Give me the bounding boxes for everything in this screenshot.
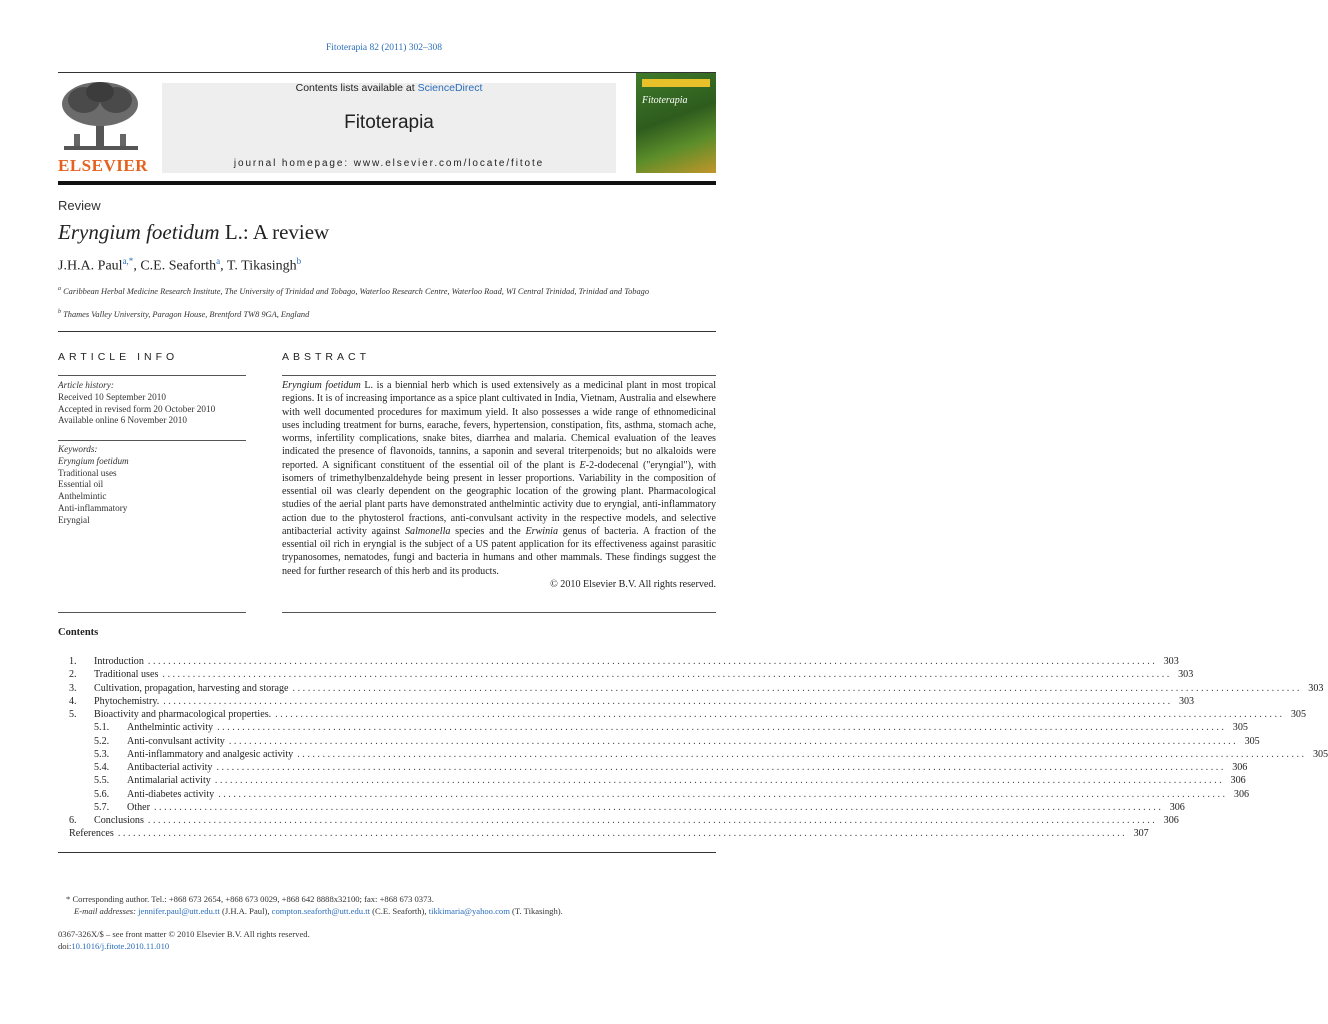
toc-page-number: 305 [1244,735,1260,747]
toc-label[interactable]: Other [127,801,150,813]
toc-row[interactable] [94,788,1250,801]
article-info-heading: ARTICLE INFO [58,351,179,363]
keyword: Eryngial [58,514,90,525]
toc-page-number: 306 [1232,762,1248,773]
toc-page-number: 306 [1163,815,1179,826]
affiliation-mark: b [58,309,61,315]
author-affiliation-mark[interactable]: b [296,256,302,266]
cover-title: Fitoterapia [642,95,688,106]
abstract-text-2: -2-dodecenal ("eryngial"), with isomers of trimethylbenzaldehyde being present in lesser proportions. Variability in the composition of essential oil was clearly dependent on the geographic location of the growing plant. Pharmacological studies of the aerial plant parts have demonstrated anthelmintic activity due to eryngial, anti-inflammatory action due to the phytosterol fractions, anti-convulsant activity in the respective models, and selective antibacterial activity against [282,459,716,537]
toc-number: 4. [69,695,77,707]
toc-label[interactable]: Traditional uses [94,669,159,681]
toc-row[interactable] [69,668,1194,681]
article-title [58,220,329,245]
abstract-species: Eryngium foetidum [282,380,361,391]
abstract-paragraph [282,379,716,578]
accepted-date: Accepted in revised form 20 October 2010 [58,403,216,414]
toc-label[interactable]: Bioactivity and pharmacological properties. [94,709,272,720]
toc-leader-dots: . . . . . . . . . . . . . . . . . . . . . . . . . . . . . . . . . . . . . . . . . . . . . . . . . . . . . . . . . . . . . . . . . . . . . . . . . . . . . . . . . . . . . . . . . . . . . . . . . . . . . . . . . . . . . . . . . . . . . . . . . . . . . . . . . . . . . . . . . . . . . . . . . . . . . . . . . . . . . . . . . . . . . . . . . . . . . . . . . . . . . . . . . . . . . . . . . . . . . . . . [216,762,1224,773]
toc-leader-dots: . . . . . . . . . . . . . . . . . . . . . . . . . . . . . . . . . . . . . . . . . . . . . . . . . . . . . . . . . . . . . . . . . . . . . . . . . . . . . . . . . . . . . . . . . . . . . . . . . . . . . . . . . . . . . . . . . . . . . . . . . . . . . . . . . . . . . . . . . . . . . . . . . . . . . . . . . . . . . . . . . . . . . . . . . . . . . . . . . . . . . . . . . . . . . . . . . . . . . . . . [153,801,1161,813]
keywords-rule [58,440,246,441]
toc-number: 3. [69,682,77,694]
toc-label[interactable]: Anti-convulsant activity [127,735,225,747]
article-info-bottom-rule [58,612,246,613]
toc-leader-dots: . . . . . . . . . . . . . . . . . . . . . . . . . . . . . . . . . . . . . . . . . . . . . . . . . . . . . . . . . . . . . . . . . . . . . . . . . . . . . . . . . . . . . . . . . . . . . . . . . . . . . . . . . . . . . . . . . . . . . . . . . . . . . . . . . . . . . . . . . . . . . . . . . . . . . . . . . . . . . . . . . . . . . . . . . . . . . . . . . . . . . . . . . . . . . . . . . . . . . . . . [275,709,1283,720]
toc-row[interactable] [69,655,1179,668]
toc-label[interactable]: References [69,828,114,840]
toc-leader-dots: . . . . . . . . . . . . . . . . . . . . . . . . . . . . . . . . . . . . . . . . . . . . . . . . . . . . . . . . . . . . . . . . . . . . . . . . . . . . . . . . . . . . . . . . . . . . . . . . . . . . . . . . . . . . . . . . . . . . . . . . . . . . . . . . . . . . . . . . . . . . . . . . . . . . . . . . . . . . . . . . . . . . . . . . . . . . . . . . . . . . . . . . . . . . . . . . . . . . . . . . [297,748,1305,760]
abstract-text-1: L. is a biennial herb which is used extensively as a medicinal plant in most tropical regions. It is of increasing importance as a spice plant cultivated in India, Vietnam, Australia and elsewhere with well documented procedures for maximum yield. It also possesses a wide range of ethnomedicinal uses including treatment for burns, earache, fevers, hypertension, constipation, fits, asthma, stomach ache, worms, infertility complications, snake bites, diarrhea and malaria. Chemical evaluation of the leaves indicated the presence of flavonoids, tannins, a saponin and several triterpenoids; but no alkaloids were reported. A significant constituent of the essential oil of the plant is [282,380,716,471]
toc-row[interactable] [94,761,1248,774]
toc-number: 5.2. [94,735,110,747]
toc-leader-dots: . . . . . . . . . . . . . . . . . . . . . . . . . . . . . . . . . . . . . . . . . . . . . . . . . . . . . . . . . . . . . . . . . . . . . . . . . . . . . . . . . . . . . . . . . . . . . . . . . . . . . . . . . . . . . . . . . . . . . . . . . . . . . . . . . . . . . . . . . . . . . . . . . . . . . . . . . . . . . . . . . . . . . . . . . . . . . . . . . . . . . . . . . . . . . . . . . . . . . . . . [147,656,1155,667]
toc-label[interactable]: Introduction [94,656,144,667]
author: J.H.A. Paul [58,258,123,274]
abstract-body [282,379,716,591]
toc-label[interactable]: Antibacterial activity [127,762,213,773]
toc-row[interactable] [94,748,1328,761]
article-type: Review [58,198,101,213]
toc-number: 5.7. [94,801,110,813]
toc-page-number: 303 [1178,695,1195,707]
contents-available [162,82,616,94]
email-link[interactable]: compton.seaforth@utt.edu.tt [271,906,370,916]
toc-row[interactable] [94,801,1185,814]
toc-leader-dots: . . . . . . . . . . . . . . . . . . . . . . . . . . . . . . . . . . . . . . . . . . . . . . . . . . . . . . . . . . . . . . . . . . . . . . . . . . . . . . . . . . . . . . . . . . . . . . . . . . . . . . . . . . . . . . . . . . . . . . . . . . . . . . . . . . . . . . . . . . . . . . . . . . . . . . . . . . . . . . . . . . . . . . . . . . . . . . . . . . . . . . . . . . . . . . . . . . . . . . . . [214,775,1222,787]
affiliation-text: Caribbean Herbal Medicine Research Institute, The University of Trinidad and Tobago, Waterloo Research Centre, Waterloo Road, WI Central Trinidad, Trinidad and Tobago [63,286,650,296]
toc-page-number: 303 [1308,682,1324,694]
toc-page-number: 306 [1233,788,1250,800]
toc-page-number: 306 [1169,801,1185,813]
abstract-bottom-rule [282,612,716,613]
author: C.E. Seaforth [140,258,217,274]
toc-label[interactable]: Anti-diabetes activity [127,788,215,800]
toc-page-number: 305 [1290,709,1307,720]
abstract-copyright: © 2010 Elsevier B.V. All rights reserved. [550,578,716,590]
toc-number: 6. [69,815,77,826]
sciencedirect-link[interactable]: ScienceDirect [417,82,483,94]
toc-number: 5.3. [94,748,110,760]
abstract-e2: E [579,459,586,471]
journal-citation[interactable]: Fitoterapia 82 (2011) 302–308 [325,43,442,53]
keyword: Eryngium foetidum [58,455,129,466]
author-separator: , [220,258,227,274]
author-list [58,256,301,275]
abstract-heading: ABSTRACT [282,351,371,363]
email-link[interactable]: tikkimaria@yahoo.com [428,906,510,916]
toc-label[interactable]: Anthelmintic activity [127,722,214,734]
toc-page-number: 303 [1163,656,1179,667]
toc-label[interactable]: Antimalarial activity [127,775,211,787]
email-addresses [74,905,563,917]
toc-number: 5.5. [94,775,110,787]
email-owner: (C.E. Seaforth), [370,906,429,916]
elsevier-wordmark: ELSEVIER [58,156,148,175]
toc-page-number: 305 [1232,722,1248,734]
abstract-erwinia: Erwinia [525,525,559,537]
toc-page-number: 306 [1230,775,1246,787]
received-date: Received 10 September 2010 [58,391,166,402]
toc-leader-dots: . . . . . . . . . . . . . . . . . . . . . . . . . . . . . . . . . . . . . . . . . . . . . . . . . . . . . . . . . . . . . . . . . . . . . . . . . . . . . . . . . . . . . . . . . . . . . . . . . . . . . . . . . . . . . . . . . . . . . . . . . . . . . . . . . . . . . . . . . . . . . . . . . . . . . . . . . . . . . . . . . . . . . . . . . . . . . . . . . . . . . . . . . . . . . . . . . . . . . . . . [218,788,1226,800]
issn-line: 0367-326X/$ – see front matter © 2010 Elsevier B.V. All rights reserved. [58,929,310,939]
contents-bottom-rule [58,852,716,853]
elsevier-logo [58,80,144,156]
toc-row[interactable] [69,682,1324,695]
email-owner: (J.H.A. Paul), [219,906,272,916]
toc-row[interactable] [69,827,1149,840]
toc-number: 2. [69,669,77,681]
email-label: E-mail addresses: [74,906,139,916]
toc-label[interactable]: Anti-inflammatory and analgesic activity [127,748,294,760]
affiliation-text: Thames Valley University, Paragon House, Brentford TW8 9GA, England [63,309,310,319]
email-owner: (T. Tikasingh). [509,906,563,916]
contents-available-text: Contents lists available at [295,82,418,94]
keyword: Anthelmintic [58,491,107,502]
corresponding-author-note: * Corresponding author. Tel.: +868 673 2654, +868 673 0029, +868 642 8888x32100; fax: +868 673 0373. [66,894,434,904]
affiliation-a [58,283,678,298]
author-affiliation-mark[interactable]: a [216,256,221,266]
keyword: Essential oil [58,479,104,490]
toc-number: 5. [69,709,77,720]
author: T. Tikasingh [226,258,297,274]
toc-number: 5.6. [94,788,110,800]
abstract-salmonella: Salmonella [405,525,451,537]
article-info-rule [58,375,246,376]
doi-line [58,940,169,952]
toc-label[interactable]: Cultivation, propagation, harvesting and storage [94,682,289,694]
doi-link[interactable]: 10.1016/j.fitote.2010.11.010 [71,941,170,951]
journal-cover-image[interactable] [636,73,716,173]
author-affiliation-mark[interactable]: a,* [122,256,134,266]
cover-color-bar [642,79,710,87]
article-history-label: Article history: [58,380,114,390]
abstract-rule [282,375,716,376]
affiliation-mark: a [58,286,61,292]
author-separator: , [133,258,141,274]
abstract-text-3: species and the [450,525,526,537]
toc-row[interactable] [69,814,1179,827]
toc-number: 1. [69,656,77,667]
elsevier-tree-icon [58,80,144,156]
toc-number: 5.4. [94,762,110,773]
journal-homepage [162,158,616,169]
keyword: Anti-inflammatory [58,502,128,513]
top-rule [58,72,716,73]
toc-row[interactable] [94,774,1246,787]
toc-leader-dots: . . . . . . . . . . . . . . . . . . . . . . . . . . . . . . . . . . . . . . . . . . . . . . . . . . . . . . . . . . . . . . . . . . . . . . . . . . . . . . . . . . . . . . . . . . . . . . . . . . . . . . . . . . . . . . . . . . . . . . . . . . . . . . . . . . . . . . . . . . . . . . . . . . . . . . . . . . . . . . . . . . . . . . . . . . . . . . . . . . . . . . . . . . . . . . . . . . . . . . . . [217,722,1224,734]
online-date: Available online 6 November 2010 [58,415,187,426]
toc-row[interactable] [69,695,1195,708]
toc-leader-dots: . . . . . . . . . . . . . . . . . . . . . . . . . . . . . . . . . . . . . . . . . . . . . . . . . . . . . . . . . . . . . . . . . . . . . . . . . . . . . . . . . . . . . . . . . . . . . . . . . . . . . . . . . . . . . . . . . . . . . . . . . . . . . . . . . . . . . . . . . . . . . . . . . . . . . . . . . . . . . . . . . . . . . . . . . . . . . . . . . . . . . . . . . . . . . . . . . . . . . . . . [228,735,1236,747]
affiliation-b [58,306,678,321]
keyword: Traditional uses [58,467,117,478]
journal-homepage-label: journal homepage: [233,158,354,169]
journal-name: Fitoterapia [344,112,434,133]
doi-prefix: doi: [58,941,72,951]
contents-heading: Contents [58,627,99,638]
header-rule [58,331,716,332]
toc-leader-dots: . . . . . . . . . . . . . . . . . . . . . . . . . . . . . . . . . . . . . . . . . . . . . . . . . . . . . . . . . . . . . . . . . . . . . . . . . . . . . . . . . . . . . . . . . . . . . . . . . . . . . . . . . . . . . . . . . . . . . . . . . . . . . . . . . . . . . . . . . . . . . . . . . . . . . . . . . . . . . . . . . . . . . . . . . . . . . . . . . . . . . . . . . . . . . . . . . . . . . . . . [162,669,1170,681]
toc-leader-dots: . . . . . . . . . . . . . . . . . . . . . . . . . . . . . . . . . . . . . . . . . . . . . . . . . . . . . . . . . . . . . . . . . . . . . . . . . . . . . . . . . . . . . . . . . . . . . . . . . . . . . . . . . . . . . . . . . . . . . . . . . . . . . . . . . . . . . . . . . . . . . . . . . . . . . . . . . . . . . . . . . . . . . . . . . . . . . . . . . . . . . . . . . . . . . . . . . . . . . . . . [163,695,1171,707]
email-link[interactable]: jennifer.paul@utt.edu.tt [138,906,220,916]
toc-page-number: 307 [1133,828,1149,840]
toc-leader-dots: . . . . . . . . . . . . . . . . . . . . . . . . . . . . . . . . . . . . . . . . . . . . . . . . . . . . . . . . . . . . . . . . . . . . . . . . . . . . . . . . . . . . . . . . . . . . . . . . . . . . . . . . . . . . . . . . . . . . . . . . . . . . . . . . . . . . . . . . . . . . . . . . . . . . . . . . . . . . . . . . . . . . . . . . . . . . . . . . . . . . . . . . . . . . . . . . . . . . . . . . [292,682,1300,694]
toc-row[interactable] [94,721,1248,734]
abstract-text-4: genus of bacteria. A fraction of the essential oil rich in eryngial is the subject of a US patent application for its effectiveness against parasitic trypanosomes, nematodes, fungi and bacteria in humans and other mammals. These findings suggest the need for further research of this herb and its products. [282,525,716,577]
toc-label[interactable]: Phytochemistry. [94,695,160,707]
toc-row[interactable] [69,708,1307,721]
toc-leader-dots: . . . . . . . . . . . . . . . . . . . . . . . . . . . . . . . . . . . . . . . . . . . . . . . . . . . . . . . . . . . . . . . . . . . . . . . . . . . . . . . . . . . . . . . . . . . . . . . . . . . . . . . . . . . . . . . . . . . . . . . . . . . . . . . . . . . . . . . . . . . . . . . . . . . . . . . . . . . . . . . . . . . . . . . . . . . . . . . . . . . . . . . . . . . . . . . . . . . . . . . . [117,828,1125,840]
article-history [58,380,246,427]
journal-homepage-url[interactable]: www.elsevier.com/locate/fitote [353,158,545,169]
masthead-thick-rule [58,181,716,185]
keywords [58,444,246,527]
toc-label[interactable]: Conclusions [94,815,144,826]
toc-page-number: 303 [1178,669,1194,681]
toc-row[interactable] [94,735,1260,748]
article-title-rest: L.: A review [219,220,330,244]
article-title-species: Eryngium foetidum [58,220,220,244]
keywords-label: Keywords: [58,444,98,454]
toc-number: 5.1. [94,722,110,734]
toc-leader-dots: . . . . . . . . . . . . . . . . . . . . . . . . . . . . . . . . . . . . . . . . . . . . . . . . . . . . . . . . . . . . . . . . . . . . . . . . . . . . . . . . . . . . . . . . . . . . . . . . . . . . . . . . . . . . . . . . . . . . . . . . . . . . . . . . . . . . . . . . . . . . . . . . . . . . . . . . . . . . . . . . . . . . . . . . . . . . . . . . . . . . . . . . . . . . . . . . . . . . . . . . [147,815,1155,826]
toc-page-number: 305 [1312,748,1328,760]
